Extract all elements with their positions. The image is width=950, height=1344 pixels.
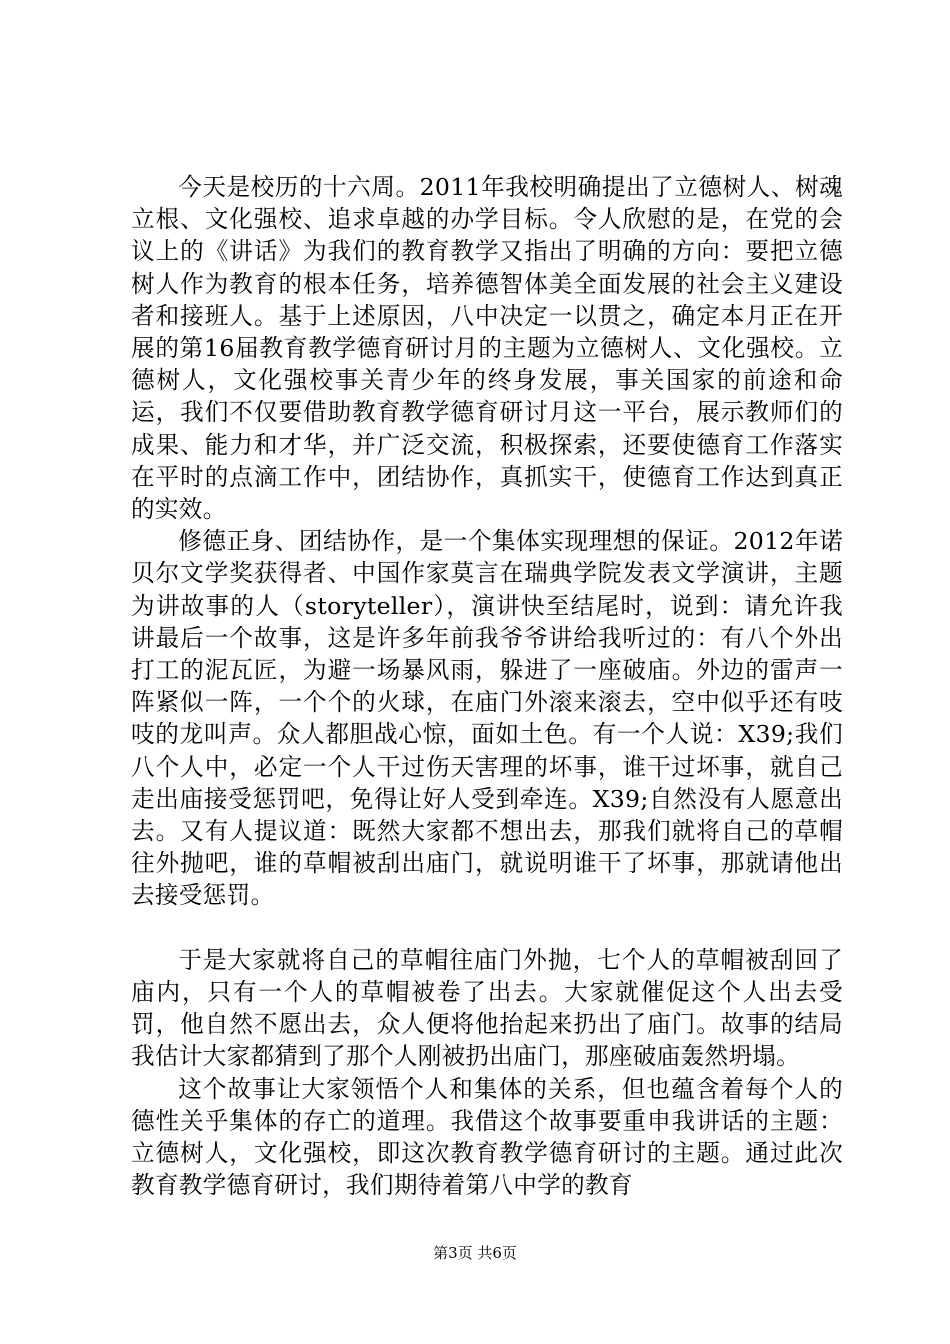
paragraph-2: 修德正身、团结协作，是一个集体实现理想的保证。2012年诺贝尔文学奖获得者、中国作家莫言在瑞典学院发表文学演讲，主题为讲故事的人（storyteller），演讲快至结尾时，说到：请允许我讲最后一个故事，这是许多年前我爷爷讲给我听过的：有八个外出打工的泥瓦匠，为避一场暴风雨，躲进了一座破庙。外边的雷声一阵紧似一阵，一个个的火球，在庙门外滚来滚去，空中似乎还有吱吱的龙叫声。众人都胆战心惊，面如土色。有一个人说：X39;我们八个人中，必定一个人干过伤天害理的坏事，谁干过坏事，就自己走出庙接受惩罚吧，免得让好人受到牵连。X39;自然没有人愿意出去。又有人提议道：既然大家都不想出去，那我们就将自己的草帽往外抛吧，谁的草帽被刮出庙门，就说明谁干了坏事，那就请他出去接受惩罚。 xyxy=(131,527,843,910)
page-footer: 第3页 共6页 xyxy=(433,1244,517,1262)
paragraph-1: 今天是校历的十六周。2011年我校明确提出了立德树人、树魂立根、文化强校、追求卓越的办学目标。令人欣慰的是，在党的会议上的《讲话》为我们的教育教学又指出了明确的方向：要把立德树人作为教育的根本任务，培养德智体美全面发展的社会主义建设者和接班人。基于上述原因，八中决定一以贯之，确定本月正在开展的第16届教育教学德育研讨月的主题为立德树人、文化强校。立德树人，文化强校事关青少年的终身发展，事关国家的前途和命运，我们不仅要借助教育教学德育研讨月这一平台，展示教师们的成果、能力和才华，并广泛交流，积极探索，还要使德育工作落实在平时的点滴工作中，团结协作，真抓实干，使德育工作达到真正的实效。 xyxy=(131,173,843,524)
paragraph-3: 于是大家就将自己的草帽往庙门外抛，七个人的草帽被刮回了庙内，只有一个人的草帽被卷了出去。大家就催促这个人出去受罚，他自然不愿出去，众人便将他抬起来扔出了庙门。故事的结局我估计大家都猜到了那个人刚被扔出庙门，那座破庙轰然坍塌。 xyxy=(131,945,843,1071)
paragraph-4: 这个故事让大家领悟个人和集体的关系，但也蕴含着每个人的德性关乎集体的存亡的道理。我借这个故事要重申我讲话的主题：立德树人，文化强校，即这次教育教学德育研讨的主题。通过此次教育教学德育研讨，我们期待着第八中学的教育 xyxy=(131,1074,843,1200)
document-body xyxy=(131,171,843,1201)
